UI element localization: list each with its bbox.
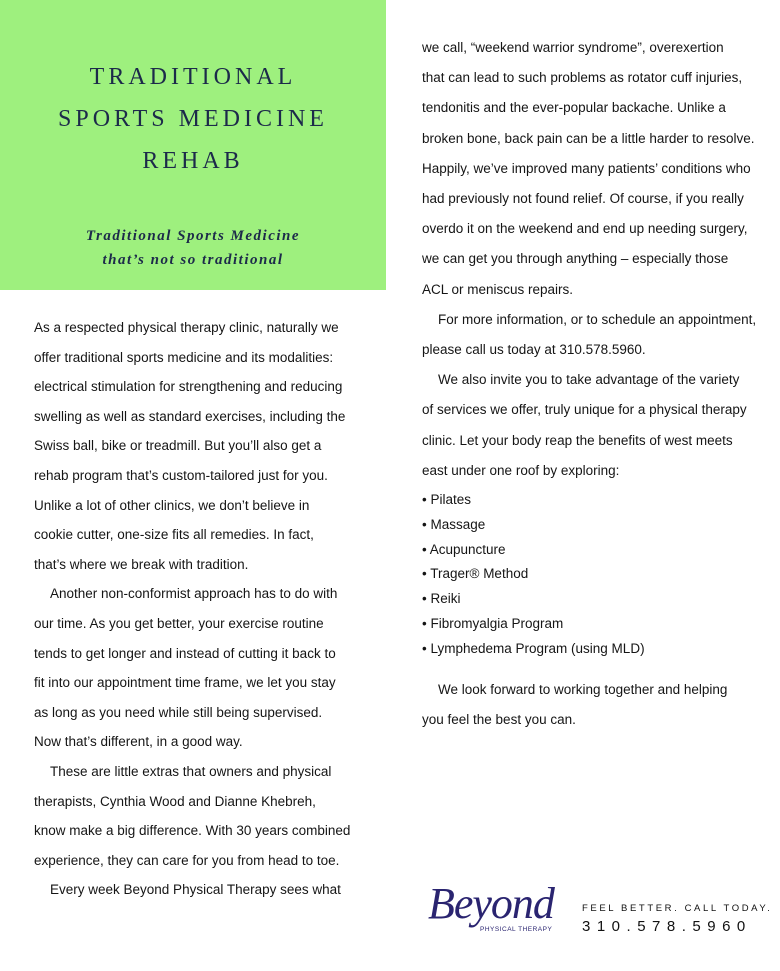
text-line: that’s where we break with tradition.	[34, 556, 249, 572]
text-line: our time. As you get better, your exercise routine	[34, 616, 324, 631]
text-line: of services we offer, truly unique for a physical therapy	[422, 402, 747, 418]
text-line: tendonitis and the ever-popular backache. Unlike a	[422, 100, 726, 116]
text-line: Happily, we’ve improved many patients’ conditions who	[422, 160, 751, 176]
text-line: know make a big difference. With 30 years combined	[34, 823, 351, 839]
text-line: we call, “weekend warrior syndrome”, overexertion	[422, 40, 724, 55]
text-line: overdo it on the weekend and end up needing surgery,	[422, 221, 748, 237]
text-line: Unlike a lot of other clinics, we don’t believe in	[34, 497, 310, 513]
text-line: we can get you through anything – especially those	[422, 251, 729, 267]
text-line: fit into our appointment time frame, we let you stay	[34, 675, 336, 691]
service-item: • Reiki	[422, 591, 461, 607]
text-line: As a respected physical therapy clinic, naturally we	[34, 320, 339, 335]
service-item: • Pilates	[422, 492, 471, 507]
service-item: • Lymphedema Program (using MLD)	[422, 640, 645, 656]
text-line: Another non-conformist approach has to do with	[50, 586, 338, 602]
text-line: We also invite you to take advantage of the variety	[438, 372, 740, 388]
tagline: FEEL BETTER. CALL TODAY.	[582, 903, 773, 914]
title-line: REHAB	[142, 148, 244, 174]
text-line: had previously not found relief. Of course, if you really	[422, 191, 744, 206]
text-line: as long as you need while still being supervised.	[34, 704, 323, 720]
text-line: please call us today at 310.578.5960.	[422, 342, 646, 357]
text-line: For more information, or to schedule an appointment,	[438, 311, 757, 327]
title-line: TRADITIONAL	[89, 64, 297, 90]
beyond-logo	[428, 878, 563, 940]
text-line: clinic. Let your body reap the benefits of west meets	[422, 432, 733, 448]
text-line: swelling as well as standard exercises, including the	[34, 408, 346, 424]
service-item: • Acupuncture	[422, 541, 506, 557]
subtitle-line: Traditional Sports Medicine	[85, 228, 301, 244]
text-line: electrical stimulation for strengthening and reducing	[34, 379, 343, 395]
text-line: experience, they can care for you from head to toe.	[34, 852, 340, 868]
text-line: cookie cutter, one-size fits all remedies. In fact,	[34, 527, 314, 543]
text-line: you feel the best you can.	[422, 711, 576, 727]
title-line: SPORTS MEDICINE	[58, 106, 328, 132]
text-line: rehab program that’s custom-tailored just for you.	[34, 468, 328, 483]
text-line: offer traditional sports medicine and its modalities:	[34, 349, 334, 365]
text-line: Now that’s different, in a good way.	[34, 734, 243, 750]
page-title	[0, 56, 386, 182]
text-line: Swiss ball, bike or treadmill. But you’ll also get a	[34, 438, 322, 454]
text-line: east under one roof by exploring:	[422, 462, 620, 478]
logo-wordmark: Beyond	[428, 879, 554, 928]
logo-subtitle: PHYSICAL THERAPY	[480, 926, 553, 933]
phone-number: 310.578.5960	[582, 918, 752, 935]
subtitle-line: that’s not so traditional	[102, 252, 284, 268]
text-line: Every week Beyond Physical Therapy sees what	[50, 882, 341, 898]
text-line: therapists, Cynthia Wood and Dianne Khebreh,	[34, 793, 316, 809]
text-line: We look forward to working together and helping	[438, 682, 728, 697]
subtitle	[0, 224, 386, 272]
text-line: ACL or meniscus repairs.	[422, 281, 574, 297]
text-line: tends to get longer and instead of cutting it back to	[34, 645, 336, 661]
service-item: • Massage	[422, 516, 486, 532]
services-list	[422, 488, 645, 662]
service-item: • Fibromyalgia Program	[422, 615, 564, 631]
service-item: • Trager® Method	[422, 566, 529, 582]
text-line: These are little extras that owners and physical	[50, 764, 332, 779]
text-line: broken bone, back pain can be a little harder to resolve.	[422, 130, 755, 146]
text-line: that can lead to such problems as rotator cuff injuries,	[422, 70, 743, 86]
